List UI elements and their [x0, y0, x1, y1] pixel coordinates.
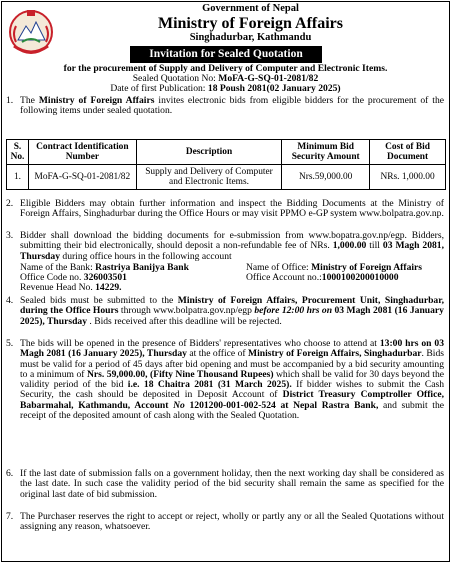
clause-number: 1. [6, 95, 14, 106]
clause-text: and submit the receipt of the deposited amount of cash along with the Sealed Quotation. [20, 399, 445, 422]
column-header: Minimum Bid Security Amount [282, 140, 370, 165]
revenue-head: 14229. [95, 282, 122, 293]
clause-3 [6, 231, 444, 262]
clause-number: 4. [6, 295, 14, 306]
clause-text: through www.bolpatra.gov.np/egp [118, 305, 255, 317]
account-number: 1000100200010000 [321, 272, 399, 283]
clause-text: If the last date of submission falls on a government holiday, then the next working day shall be considered as the last date. In such case the validity period of the bid security shall remain the same as specified for the original last date of bid submission. [20, 468, 444, 500]
table-cell: NRs. 1,000.00 [370, 165, 446, 190]
clause-7 [6, 512, 444, 533]
deposit-account: 1201200-001-002-524 at Nepal Rastra Bank, [184, 399, 379, 411]
clause-text-bold: Ministry of Foreign Affairs [38, 95, 155, 106]
revenue-line [20, 283, 122, 293]
clause-number: 5. [6, 338, 14, 349]
table-cell: Supply and Delivery of Computer and Electronic Items. [136, 165, 282, 190]
column-header: Description [136, 140, 282, 165]
clause-1 [6, 96, 444, 117]
opening-office: Ministry of Foreign Affairs, Singhadurbar [248, 348, 422, 360]
deadline-time: before 12:00 hrs on [254, 305, 333, 317]
publication-label: Date of first Publication: [110, 83, 206, 94]
column-header: Contract Identification Number [28, 140, 136, 165]
office-code: 326003501 [83, 272, 127, 283]
clause-5 [6, 339, 444, 421]
table-header-row [7, 140, 446, 165]
fee-amount: 1,000.00 [332, 240, 367, 252]
opening-time: 13:00 hrs on 03 Magh 2081 (16 January 2025), Thursday [20, 338, 445, 360]
clause-text: invites electronic bids from eligible bidders for the procurement of the following items under sealed quotation. [20, 95, 444, 117]
clause-text: The Purchaser reserves the right to accept or reject, wholly or partly any or all the Sealed Quotations without assigning any reason, whatsoever. [20, 511, 444, 533]
clause-text: during office hours in the following account [60, 250, 232, 262]
clause-2 [6, 199, 444, 220]
clause-6 [6, 469, 444, 500]
clause-text: Eligible Bidders may obtain further information and inspect the Bidding Documents at the Ministry of Foreign Affairs, Singhadurbar during the Office Hours or may visit PPMO e-GP system www.bolpatra.gov.np. [20, 198, 444, 220]
nepal-emblem-icon [8, 6, 54, 56]
office-name: Ministry of Foreign Affairs [311, 262, 423, 273]
fee-deadline: 03 Magh 2081, Thursday [20, 240, 444, 262]
ministry-title: Ministry of Foreign Affairs [157, 15, 343, 32]
clause-text: If bidder wishes to submit the Cash Security, the cash should be deposited in Deposit Account of [20, 379, 445, 401]
table-cell: MoFA-G-SQ-01-2081/82 [28, 165, 136, 190]
table-row [7, 165, 446, 190]
office-label: Name of Office: [246, 262, 312, 273]
clause-text: . Bids received after this deadline will be rejected. [87, 315, 282, 327]
clause-text: The bids will be opened in the presence of Bidders' representatives who choose to attend at [20, 338, 380, 349]
publication-date: 18 Poush 2081(02 January 2025) [207, 83, 341, 94]
clause-text: Sealed bids must be submitted to the [20, 295, 178, 306]
office-code-label: Office Code no. [20, 272, 84, 283]
bank-label: Name of the Bank: [20, 262, 96, 273]
clause-4 [6, 296, 444, 327]
clause-text: which shall be valid for 30 days beyond the validity period of the bid [20, 368, 444, 391]
clause-text: at the office of [186, 348, 249, 360]
account-label: Office Account no.: [246, 272, 322, 283]
publication-line [6, 84, 445, 94]
table-cell: Nrs.59,000.00 [282, 165, 370, 190]
column-header: S. No. [7, 140, 29, 165]
validity-date: i.e. 18 Chaitra 2081 (31 March 2025). [127, 379, 292, 391]
revenue-label: Revenue Head No. [20, 282, 96, 293]
treasury-office: District Treasury Comptroller Office, Babarmahal, Kathmandu, Account [20, 389, 445, 411]
clause-number: 6. [6, 468, 14, 479]
clause-text: The [20, 95, 39, 106]
bid-security-amount: Nrs. 59,000.00, (Fifty Nine Thousand Rupees) [86, 368, 274, 380]
table-cell: 1. [7, 165, 29, 190]
deadline-date: 03 Magh 2081 (16 January 2025), Thursday [20, 305, 444, 327]
government-heading: Government of Nepal [202, 3, 299, 14]
column-header: Cost of Bid Document [370, 140, 446, 165]
clause-text: till [366, 240, 383, 252]
clause-text: Bidder shall download the bidding documents for e-submission from www.bopatra.gov.np/egp. Bidders, submitting their bid electronically, should deposit a non-refundable fee of NRs. [20, 230, 444, 252]
tender-notice [1, 1, 450, 562]
account-line [246, 273, 399, 283]
quotation-number-label: Sealed Quotation No: [132, 73, 216, 84]
account-no-label: No [173, 399, 185, 411]
purpose-line: for the procurement of Supply and Delivery of Computer and Electronic Items. [63, 63, 388, 74]
invitation-banner: Invitation for Sealed Quotation [130, 46, 322, 63]
submission-office: Ministry of Foreign Affairs, Procurement Unit, Singhadurbar, during the Office Hours [20, 295, 444, 317]
quotation-number: MoFA-G-SQ-01-2081/82 [218, 73, 319, 84]
quotation-table [6, 139, 446, 190]
clause-text: . Bids must be valid for a period of 45 days after bid opening and must be accompanied by a bid security amounting to a minimum of [20, 348, 444, 380]
location-heading: Singhadurbar, Kathmandu [189, 32, 312, 43]
bank-name: Rastriya Banijya Bank [95, 262, 189, 273]
clause-number: 7. [6, 511, 14, 522]
clause-number: 2. [6, 198, 14, 209]
clause-number: 3. [6, 230, 14, 241]
